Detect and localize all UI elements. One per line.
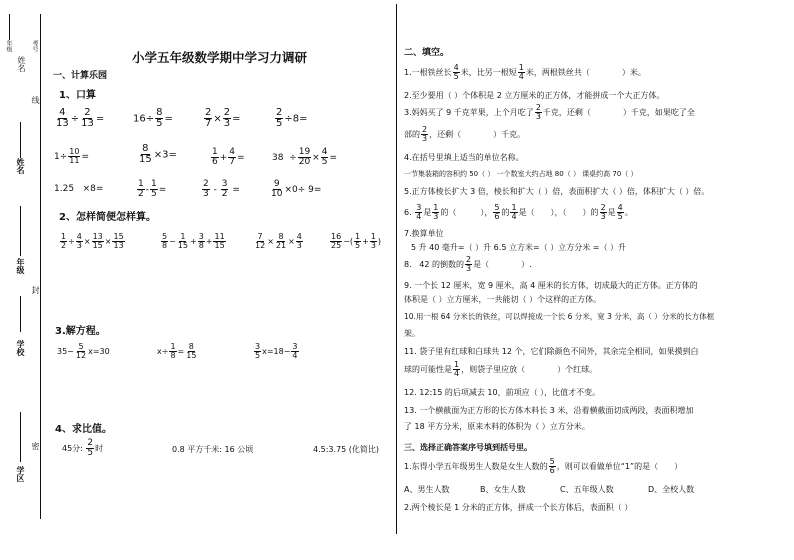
binding-seal-char: 封 (31, 286, 40, 294)
choice-option-c: C、五年级人数 (560, 485, 614, 494)
section-choice-title: 三、选择正确答案序号填到括号里。 (404, 443, 532, 452)
fill-item-11a: 11. 袋子里有红球和白球共 12 个，它们除颜色不同外，其余完全相同，如果摸到白 (404, 347, 699, 356)
oral-calc-item: $\frac{2}{7}$ × $\frac{2}{3}$ = (205, 107, 241, 129)
name-field-rule (20, 122, 21, 158)
binding-top-class: 年级 (5, 40, 12, 52)
fill-item-6: 6. $\frac{3}{4}$ 是 $\frac{1}{3}$ 的（ ）， $\frac{5}{6}$ 的 $\frac{1}{4}$ 是（ ），（ ）的 $\frac{2}{3}$ 是 $\frac{4}{5}$ 。 (404, 203, 633, 221)
fill-item-7a: 5 升 40 毫升=（ ）升 6.5 立方米=（ ）立方分米 =（ ）升 (411, 243, 626, 252)
class-field-label: 年级 (16, 258, 25, 274)
fill-item-3b: 部的 $\frac{2}{3}$ ，还剩（ ）千克。 (404, 125, 526, 143)
choice-option-a: A、男生人数 (404, 485, 450, 494)
fill-item-3a: 3.妈妈买了 9 千克苹果，上个月吃了 $\frac{2}{3}$ 千克，还剩（ ）千克，如果吃了全 (404, 103, 695, 121)
simplify-item: $\frac{5}{8}$ − $\frac{1}{15}$ + $\frac{3}{8}$ + $\frac{11}{15}$ (162, 232, 225, 250)
oral-calc-item: $\frac{1}{2}$ - $\frac{1}{5}$ = (138, 179, 167, 199)
oral-calc-item: $\frac{2}{5}$ ÷8= (276, 107, 308, 129)
class-field-rule (20, 206, 21, 256)
simplify-item: $\frac{7}{12}$ × $\frac{8}{21}$ × $\frac{4}{3}$ (255, 232, 302, 250)
fill-item-1: 1.一根铁丝长 $\frac{4}{5}$ 米，比另一根短 $\frac{1}{4}$ 米，两根铁丝共（ ）米。 (404, 63, 646, 81)
school-field-rule (20, 296, 21, 332)
equation-item: $\frac{3}{5}$ x=18− $\frac{3}{4}$ (255, 342, 298, 360)
oral-calc-title: 1、口算 (59, 90, 96, 101)
simplify-item: $\frac{16}{25}$ −( $\frac{1}{5}$ + $\frac{1}{3}$ ) (331, 232, 382, 250)
fill-item-7: 7.换算单位 (404, 229, 444, 238)
oral-calc-item: $\frac{9}{10}$ ×0÷ 9= (271, 179, 322, 199)
oral-calc-item: 38 ÷ $\frac{19}{20}$ × $\frac{4}{5}$ = (272, 147, 337, 167)
fill-item-10a: 10.用一根 64 分米长的铁丝，可以焊接成一个长 6 分米，宽 3 分米，高（ ）分米的长方体框 (404, 312, 715, 321)
choice-item-1: 1.东得小学五年级男生人数是女生人数的 $\frac{5}{6}$ ，则可以看做单位“1”的是（ ） (404, 457, 683, 475)
oral-calc-item: $\frac{4}{13}$ ÷ $\frac{2}{13}$ = (56, 107, 105, 129)
oral-calc-item: $\frac{1}{6}$ + $\frac{4}{7}$ = (212, 147, 245, 167)
simplify-title: 2、怎样简便怎样算。 (59, 212, 156, 223)
binding-secret-char: 密 (31, 442, 40, 450)
fill-item-12: 12. 12:15 的后项减去 10，前项应（ ），比值才不变。 (404, 388, 601, 397)
oral-calc-item: $\frac{2}{3}$ - $\frac{3}{2}$ = (203, 179, 240, 199)
name-field-label: 姓名 (16, 158, 25, 174)
page-divider (396, 4, 397, 534)
fill-item-10b: 架。 (404, 329, 420, 338)
ratio-item: 45分: $\frac{2}{5}$ 时 (62, 438, 104, 458)
choice-item-2: 2.两个棱长是 1 分米的正方体，拼成一个长方体后，表面积（ ） (404, 503, 633, 512)
fill-item-9b: 体积是（ ）立方厘米，一共能切（ ）个这样的正方体。 (404, 295, 602, 304)
fill-item-4a: 一节集装箱的容积约 50（ ） 一个数室大约占地 80（ ） 课桌约高 70（ ） (404, 170, 638, 178)
simplify-item: $\frac{1}{2}$ ÷ $\frac{4}{3}$ × $\frac{13}{15}$ × $\frac{15}{13}$ (61, 232, 124, 250)
choice-option-d: D、全校人数 (648, 485, 695, 494)
binding-line-char: 线 (31, 96, 40, 104)
fill-item-2: 2.至少要用（ ）个体积是 2 立方厘米的正方体，才能拼成一个大正方体。 (404, 91, 665, 100)
fill-item-4: 4.在括号里填上适当的单位名称。 (404, 153, 524, 162)
oral-calc-item: 1÷ $\frac{10}{11}$ = (54, 147, 90, 165)
oral-calc-item: 16÷ $\frac{8}{5}$ = (133, 107, 173, 129)
fill-item-13b: 了 18 平方分米，原来木料的体积为（ ）立方分米。 (404, 422, 590, 431)
fill-item-8: 8. 42 的倒数的 $\frac{2}{3}$ 是（ ）. (404, 255, 532, 273)
ratio-title: 4、求比值。 (55, 424, 112, 435)
page-title: 小学五年级数学期中学习力调研 (132, 50, 308, 65)
ratio-item: 4.5:3.75 (化简比) (313, 445, 380, 454)
district-field-label: 学区 (16, 466, 25, 482)
fill-item-9a: 9. 一个长 12 厘米，宽 9 厘米，高 4 厘米的长方体，切成最大的正方体。正方体的 (404, 281, 698, 290)
equation-item: x÷ $\frac{1}{8}$ = $\frac{8}{15}$ (157, 342, 197, 360)
oral-calc-item: $\frac{8}{15}$ ×3= (139, 143, 177, 165)
binding-label-number: 考号 (31, 40, 38, 52)
equation-item: 35− $\frac{5}{12}$ x=30 (57, 342, 110, 360)
ratio-item: 0.8 平方千米: 16 公顷 (172, 445, 254, 454)
district-field-rule (20, 412, 21, 462)
section-fill-title: 二、填空。 (404, 48, 450, 58)
binding-top-rule (9, 14, 10, 40)
fill-item-5: 5.正方体棱长扩大 3 倍，棱长和扩大（ ）倍，表面积扩大（ ）倍，体积扩大（ ）倍。 (404, 187, 710, 196)
fill-item-11b: 球的可能性是 $\frac{1}{4}$ ，则袋子里应放（ ）个红球。 (404, 360, 598, 378)
binding-top-name: 姓名 (17, 56, 26, 72)
oral-calc-item: 1.25 ×8= (54, 184, 104, 194)
section-calc-title: 一、计算乐园 (53, 71, 108, 81)
equation-title: 3.解方程。 (55, 326, 106, 337)
school-field-label: 学校 (16, 340, 25, 356)
choice-option-b: B、女生人数 (480, 485, 526, 494)
fill-item-13a: 13. 一个横截面为正方形的长方体木料长 3 米，沿着横截面切成两段，表面积增加 (404, 406, 694, 415)
